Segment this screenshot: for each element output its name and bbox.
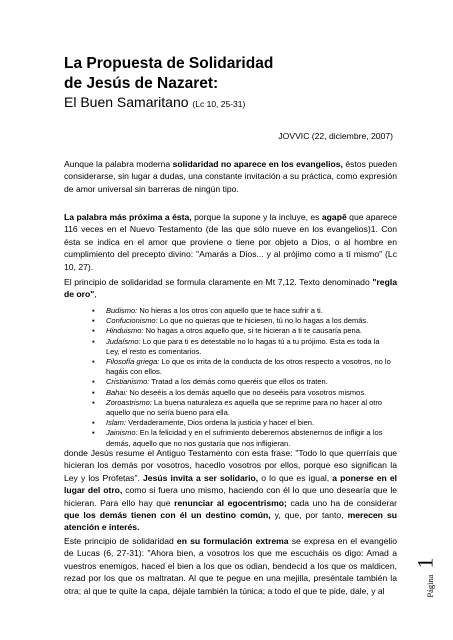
list-item: ▪ Zoroastrismo: La buena naturaleza es aquella que se reprime para no hacer al otro aquello que no sería bueno para ella. bbox=[92, 398, 392, 418]
list-item: ▪ Hinduismo: No hagas a otros aquello que, si te hicieran a ti te causaría pena. bbox=[92, 326, 392, 336]
title-line-2: de Jesús de Nazaret: bbox=[64, 75, 219, 92]
paragraph-2 bbox=[64, 211, 397, 273]
p2-text-a: porque la supone y la incluye, es bbox=[191, 212, 322, 222]
p4-bold-c: renunciar al egocentrismo; bbox=[174, 497, 287, 508]
list-item: ▪ Confucionismo: Lo que no quieras que te hiciesen, tú no lo hagas a los demás. bbox=[92, 316, 392, 326]
page-number: 1 bbox=[412, 557, 438, 569]
p3-bold-a: "regla de oro" bbox=[64, 277, 397, 300]
subtitle-reference: (Lc 10, 25-31) bbox=[192, 99, 246, 109]
p4-bold-a: Jesús invita a ser solidario, bbox=[143, 472, 259, 483]
p3-text-a: El principio de solidaridad se formula claramente en Mt 7,12. Texto denominado bbox=[64, 277, 373, 287]
document-subtitle bbox=[64, 93, 245, 113]
byline: JOVVIC (22, diciembre, 2007) bbox=[278, 131, 393, 141]
paragraph-3 bbox=[64, 276, 397, 301]
p4-text-a: donde Jesús resume el Antiguo Testamento con esta frase: "Todo lo que querríais que hicieran los demás por vosotros, hacedlo vosotros por ellos, porque eso significan la Ley y los Profetas". bbox=[64, 448, 397, 483]
page-number-block bbox=[412, 548, 446, 608]
p3-text-b: , bbox=[94, 289, 97, 300]
p5-bold-a: en su formulación extrema bbox=[176, 536, 289, 546]
p4-bold-e: merecen su atención e interés. bbox=[64, 510, 397, 533]
list-item: ▪ Judaísmo: Lo que para ti es detestable no lo hagas tú a tu prójimo. Esta es toda la Ley, el resto es comentarios. bbox=[92, 337, 392, 357]
list-item: ▪ Filosofía griega: Lo que os irrita de la conducta de los otros respecto a vosotros, no lo hagáis con ellos. bbox=[92, 357, 392, 377]
list-item: ▪ Cristianismo: Tratad a los demás como queréis que ellos os traten. bbox=[92, 377, 392, 387]
p5-text-b: se expresa en el evangelio de Lucas (6, 27-31): "Ahora bien, a vosotros los que me escucháis os digo: Amad a vuestros enemigos, haced el bien a los que os odian, bendecid a los que os maldicen, rezad por los que os maltratan. Al que te pegue en una mejilla, preséntale también la otra; al que te quite la capa, déjale también la túnica; a todo el que te pide, dale, y al bbox=[64, 536, 398, 596]
p2-bold-b: agapê bbox=[321, 212, 347, 222]
p4-text-b: o lo que es igual, bbox=[258, 472, 333, 483]
p4-text-d: cada uno ha de considerar bbox=[286, 497, 397, 508]
p1-text-a: Aunque la palabra moderna bbox=[64, 159, 173, 169]
p5-text-a: Este principio de solidaridad bbox=[64, 536, 177, 546]
paragraph-5 bbox=[64, 535, 397, 597]
list-item: ▪ Jainismo: En la felicidad y en el sufrimiento deberemos abstenernos de infligir a los demás, aquello que no nos gustaría que nos infligieran. bbox=[92, 428, 392, 448]
p1-text-b: éstos pueden considerarse, sin lugar a dudas, una constante invitación a su práctica, como expresión de amor universal sin barreras de ningún tipo. bbox=[64, 159, 397, 194]
golden-rule-list bbox=[92, 306, 392, 449]
page-label: Página bbox=[425, 574, 435, 598]
paragraph-4 bbox=[64, 447, 397, 534]
list-item: ▪ Islam: Verdaderamente, Dios ordena la justicia y hacer el bien. bbox=[92, 418, 392, 428]
p4-bold-b: a ponerse en el lugar del otro, bbox=[64, 472, 397, 496]
p2-bold-a: La palabra más próxima a ésta, bbox=[64, 212, 192, 222]
p1-bold-a: solidaridad no aparece en los evangelios, bbox=[172, 159, 343, 169]
list-item: ▪ Budismo: No hieras a los otros con aquello que te hace sufrir a ti. bbox=[92, 306, 392, 316]
subtitle-text: El Buen Samaritano bbox=[64, 94, 189, 110]
document-title bbox=[64, 54, 273, 94]
list-item: ▪ Bahai: No deseéis a los demás aquello que no deseéis para vosotros mismos. bbox=[92, 388, 392, 398]
p4-bold-d: que los demás tienen con él un destino común, bbox=[64, 510, 271, 521]
p4-text-e: y, que, por tanto, bbox=[270, 510, 348, 521]
paragraph-1 bbox=[64, 158, 397, 195]
title-line-1: La Propuesta de Solidaridad bbox=[64, 55, 274, 72]
p4-text-c: como si fuera uno mismo, haciendo con él lo que uno desearía que le hicieran. Para ello hay que bbox=[64, 485, 398, 508]
p2-text-b: que aparece 116 veces en el Nuevo Testamento (de las que sólo nueve en los evangelios)1. Con ésta se indica en el amor que proviene o tiene por objeto a Dios, o al hombre en cumplimiento del precepto divino: "Amarás a Dios... y al prójimo como a tí mismo" (Lc 10, 27). bbox=[64, 212, 397, 272]
